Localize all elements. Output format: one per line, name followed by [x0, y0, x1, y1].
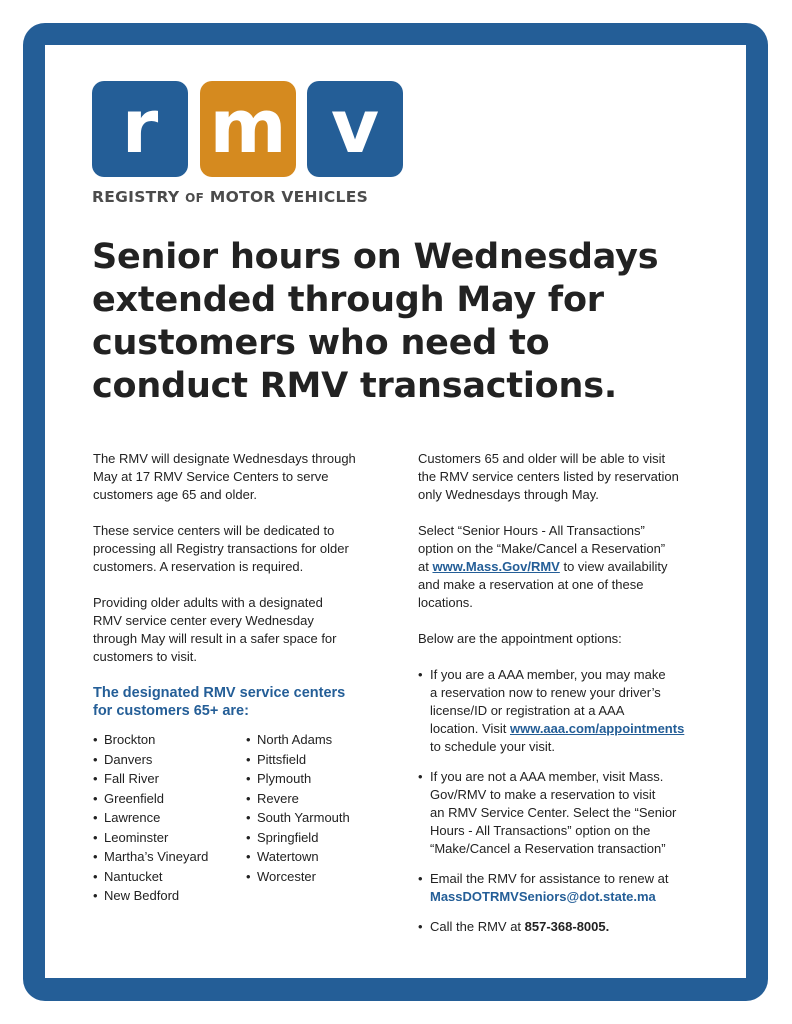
safer-space-paragraph — [93, 594, 398, 666]
center-item: • New Bedford — [93, 886, 246, 906]
text-fragment: to view availability — [559, 559, 668, 574]
logo-tile-r — [92, 81, 188, 177]
option-call — [418, 918, 718, 936]
logo-wordmark — [92, 188, 368, 206]
centers-column-1 — [93, 730, 246, 906]
logo-letter-r: r — [121, 84, 159, 170]
rmv-seniors-email[interactable]: MassDOTRMVSeniors@dot.state.ma — [430, 889, 656, 904]
option-email — [418, 870, 718, 906]
text-line: • If you are not a AAA member, visit Mass. — [430, 769, 664, 784]
headline — [92, 236, 712, 408]
logo-tile-m — [200, 81, 296, 177]
text-line: and make a reservation at one of these — [418, 577, 644, 592]
headline-line: Senior hours on Wednesdays — [92, 237, 659, 277]
text-line: Gov/RMV to make a reservation to visit — [430, 787, 656, 802]
text-line: May at 17 RMV Service Centers to serve — [93, 469, 329, 484]
intro-paragraph — [93, 450, 398, 504]
text-line: These service centers will be dedicated to — [93, 523, 335, 538]
text-line: Customers 65 and older will be able to visit — [418, 451, 666, 466]
center-item: • Springfield — [246, 828, 350, 848]
center-item: • Pittsfield — [246, 750, 350, 770]
text-line: processing all Registry transactions for older — [93, 541, 349, 556]
text-line: customers age 65 and older. — [93, 487, 258, 502]
text-line: customers. A reservation is required. — [93, 559, 304, 574]
text-line: RMV service center every Wednesday — [93, 613, 314, 628]
text-line: the RMV service centers listed by reservation — [418, 469, 679, 484]
center-item: • Leominster — [93, 828, 246, 848]
text-line: The RMV will designate Wednesdays through — [93, 451, 356, 466]
option-aaa-member — [418, 666, 718, 756]
headline-line: extended through May for — [92, 280, 604, 320]
center-item: • Lawrence — [93, 808, 246, 828]
logo-tile-v — [307, 81, 403, 177]
center-item: • Greenfield — [93, 789, 246, 809]
text-line: “Make/Cancel a Reservation transaction” — [430, 841, 666, 856]
center-item: • South Yarmouth — [246, 808, 350, 828]
text-line: • Email the RMV for assistance to renew at — [430, 871, 669, 886]
logo-letter-v: v — [330, 84, 380, 170]
text-line: for customers 65+ are: — [93, 703, 249, 719]
reservation-paragraph — [418, 522, 718, 612]
aaa-appointments-link[interactable]: www.aaa.com/appointments — [509, 721, 685, 736]
text-line: • If you are a AAA member, you may make — [430, 667, 666, 682]
center-item: • Martha’s Vineyard — [93, 847, 246, 867]
text-line: customers to visit. — [93, 649, 198, 664]
text-line: Select “Senior Hours - All Transactions” — [418, 523, 645, 538]
text-line: Providing older adults with a designated — [93, 595, 323, 610]
text-line: The designated RMV service centers — [93, 685, 346, 701]
text-fragment: Call the RMV at — [430, 919, 525, 934]
centers-column-2 — [246, 730, 350, 906]
text-line — [418, 558, 718, 576]
logo-word-of: OF — [185, 191, 205, 205]
center-item: • Nantucket — [93, 867, 246, 887]
left-column — [93, 450, 398, 906]
text-line: locations. — [418, 595, 473, 610]
option-non-member — [418, 768, 718, 858]
text-line: only Wednesdays through May. — [418, 487, 599, 502]
center-item: • Watertown — [246, 847, 350, 867]
center-item: • Worcester — [246, 867, 350, 887]
right-column — [418, 450, 718, 948]
center-item: • Danvers — [93, 750, 246, 770]
center-item: • Revere — [246, 789, 350, 809]
eligibility-paragraph — [418, 450, 718, 504]
text-line: an RMV Service Center. Select the “Senior — [430, 805, 677, 820]
text-line: through May will result in a safer space for — [93, 631, 337, 646]
text-line: to schedule your visit. — [430, 739, 556, 754]
text-fragment: location. Visit — [430, 721, 510, 736]
logo-word-registry: REGISTRY — [92, 188, 180, 206]
appointment-options-list — [418, 666, 718, 936]
text-line: license/ID or registration at a AAA — [430, 703, 625, 718]
center-item: • Brockton — [93, 730, 246, 750]
logo-word-motor-vehicles: MOTOR VEHICLES — [209, 188, 369, 206]
text-line: option on the “Make/Cancel a Reservation” — [418, 541, 666, 556]
text-line: a reservation now to renew your driver’s — [430, 685, 661, 700]
rmv-phone-number: 857-368-8005. — [524, 919, 610, 934]
headline-line: customers who need to — [92, 323, 550, 363]
text-line: Hours - All Transactions” option on the — [430, 823, 651, 838]
logo-letter-m: m — [209, 84, 287, 170]
options-intro: Below are the appointment options: — [418, 631, 622, 646]
center-item: • Plymouth — [246, 769, 350, 789]
center-item: • Fall River — [93, 769, 246, 789]
headline-line: conduct RMV transactions. — [92, 366, 617, 406]
mass-gov-rmv-link[interactable]: www.Mass.Gov/RMV — [432, 559, 560, 574]
text-fragment: at — [418, 559, 433, 574]
center-item: • North Adams — [246, 730, 350, 750]
service-centers-list — [93, 730, 398, 906]
text-line — [430, 720, 718, 738]
centers-heading — [93, 684, 398, 720]
dedicated-paragraph — [93, 522, 398, 576]
